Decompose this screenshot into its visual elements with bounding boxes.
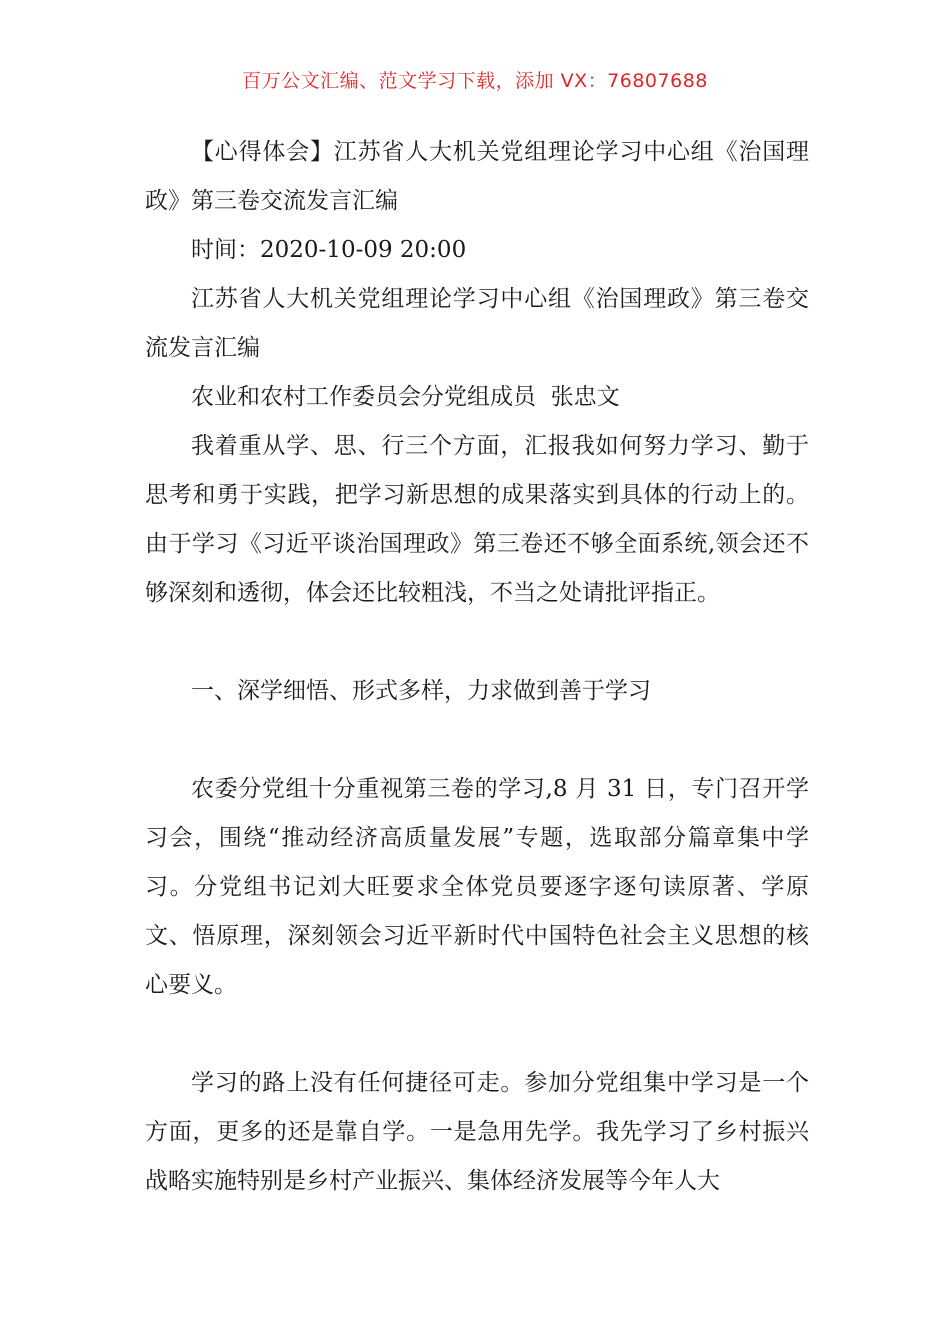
intro-paragraph: 我着重从学、思、行三个方面，汇报我如何努力学习、勤于思考和勇于实践，把学习新思想的成果落实到具体的行动上的。由于学习《习近平谈治国理政》第三卷还不够全面系统,领会还不够深刻和透彻，体会还比较粗浅，不当之处请批评指正。 (145, 433, 809, 606)
document-title: 【心得体会】江苏省人大机关党组理论学习中心组《治国理政》第三卷交流发言汇编 (145, 139, 809, 214)
section-heading: 一、深学细悟、形式多样，力求做到善于学习 (191, 678, 651, 704)
time-line: 时间：2020-10-09 20:00 (191, 237, 467, 263)
author-line: 农业和农村工作委员会分党组成员 张忠文 (191, 384, 620, 410)
document-body (145, 128, 809, 1206)
body-paragraph: 学习的路上没有任何捷径可走。参加分党组集中学习是一个方面，更多的还是靠自学。一是急用先学。我先学习了乡村振兴战略实施特别是乡村产业振兴、集体经济发展等今年人大 (145, 1070, 809, 1194)
promo-banner: 百万公文汇编、范文学习下载，添加 VX：76807688 (242, 70, 708, 92)
document-subtitle: 江苏省人大机关党组理论学习中心组《治国理政》第三卷交流发言汇编 (145, 286, 809, 361)
body-paragraph: 农委分党组十分重视第三卷的学习,8 月 31 日，专门召开学习会，围绕“推动经济高质量发展”专题，选取部分篇章集中学习。分党组书记刘大旺要求全体党员要逐字逐句读原著、学原文、悟原理，深刻领会习近平新时代中国特色社会主义思想的核心要义。 (145, 776, 809, 998)
